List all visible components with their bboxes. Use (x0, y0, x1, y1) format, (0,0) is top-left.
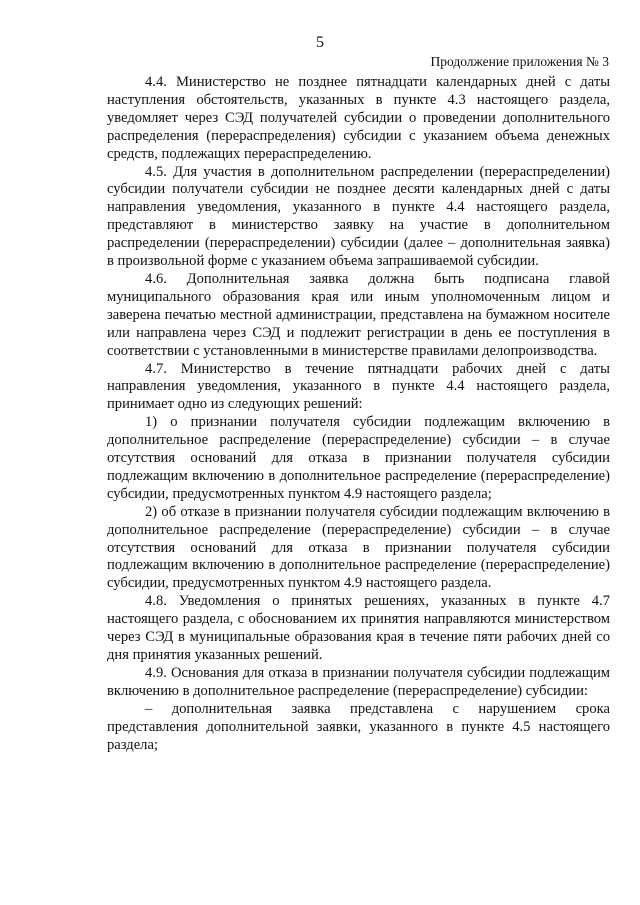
paragraph-4-9-item-1: – дополнительная заявка представлена с нарушением срока представления дополнительной заявки, указанного в пункте 4.5 настоящего раздела; (107, 700, 610, 753)
paragraph-4-5: 4.5. Для участия в дополнительном распределении (перераспределении) субсидии получатели субсидии не позднее десяти календарных дней с даты направления уведомления, указанного в пункте 4.4 настоящего раздела, представляют в министерство заявку на участие в дополнительном распределении (перераспределении) субсидии (далее – дополнительная заявка) в произвольной форме с указанием объема запрашиваемой субсидии. (107, 163, 610, 270)
paragraph-4-7-item-2: 2) об отказе в признании получателя субсидии подлежащим включению в дополнительное распределение (перераспределение) субсидии – в случае отсутствия оснований для отказа в признании получателя субсидии подлежащим включению в дополнительное распределение (перераспределение) субсидии, предусмотренных пунктом 4.9 настоящего раздела. (107, 503, 610, 592)
paragraph-4-6: 4.6. Дополнительная заявка должна быть подписана главой муниципального образования края или иным уполномоченным лицом и заверена печатью местной администрации, представлена на бумажном носителе или направлена через СЭД и подлежит регистрации в день ее поступления в соответствии с установленными в министерстве правилами делопроизводства. (107, 270, 610, 359)
paragraph-4-7: 4.7. Министерство в течение пятнадцати рабочих дней с даты направления уведомления, указанного в пункте 4.4 настоящего раздела, принимает одно из следующих решений: (107, 360, 610, 413)
page-number: 5 (316, 34, 324, 51)
paragraph-4-8: 4.8. Уведомления о принятых решениях, указанных в пункте 4.7 настоящего раздела, с обоснованием их принятия направляются министерством через СЭД в муниципальные образования края в течение пяти рабочих дней со дня принятия указанных решений. (107, 593, 610, 663)
paragraph-4-9: 4.9. Основания для отказа в признании получателя субсидии подлежащим включению в дополнительное распределение (перераспределение) субсидии: (107, 664, 610, 699)
appendix-note: Продолжение приложения № 3 (430, 54, 609, 69)
paragraph-4-7-item-1: 1) о признании получателя субсидии подлежащим включению в дополнительное распределение (перераспределение) субсидии – в случае отсутствия оснований для отказа в признании получателя субсидии подлежащим включению в дополнительное распределение (перераспределение) субсидии, предусмотренных пунктом 4.9 настоящего раздела; (107, 414, 610, 502)
paragraph-4-4: 4.4. Министерство не позднее пятнадцати календарных дней с даты наступления обстоятельств, указанных в пункте 4.3 настоящего раздела, уведомляет через СЭД получателей субсидии о проведении дополнительного распределения (перераспределения) субсидии с указанием объема денежных средств, подлежащих перераспределению. (107, 74, 610, 162)
document-body (107, 74, 610, 754)
